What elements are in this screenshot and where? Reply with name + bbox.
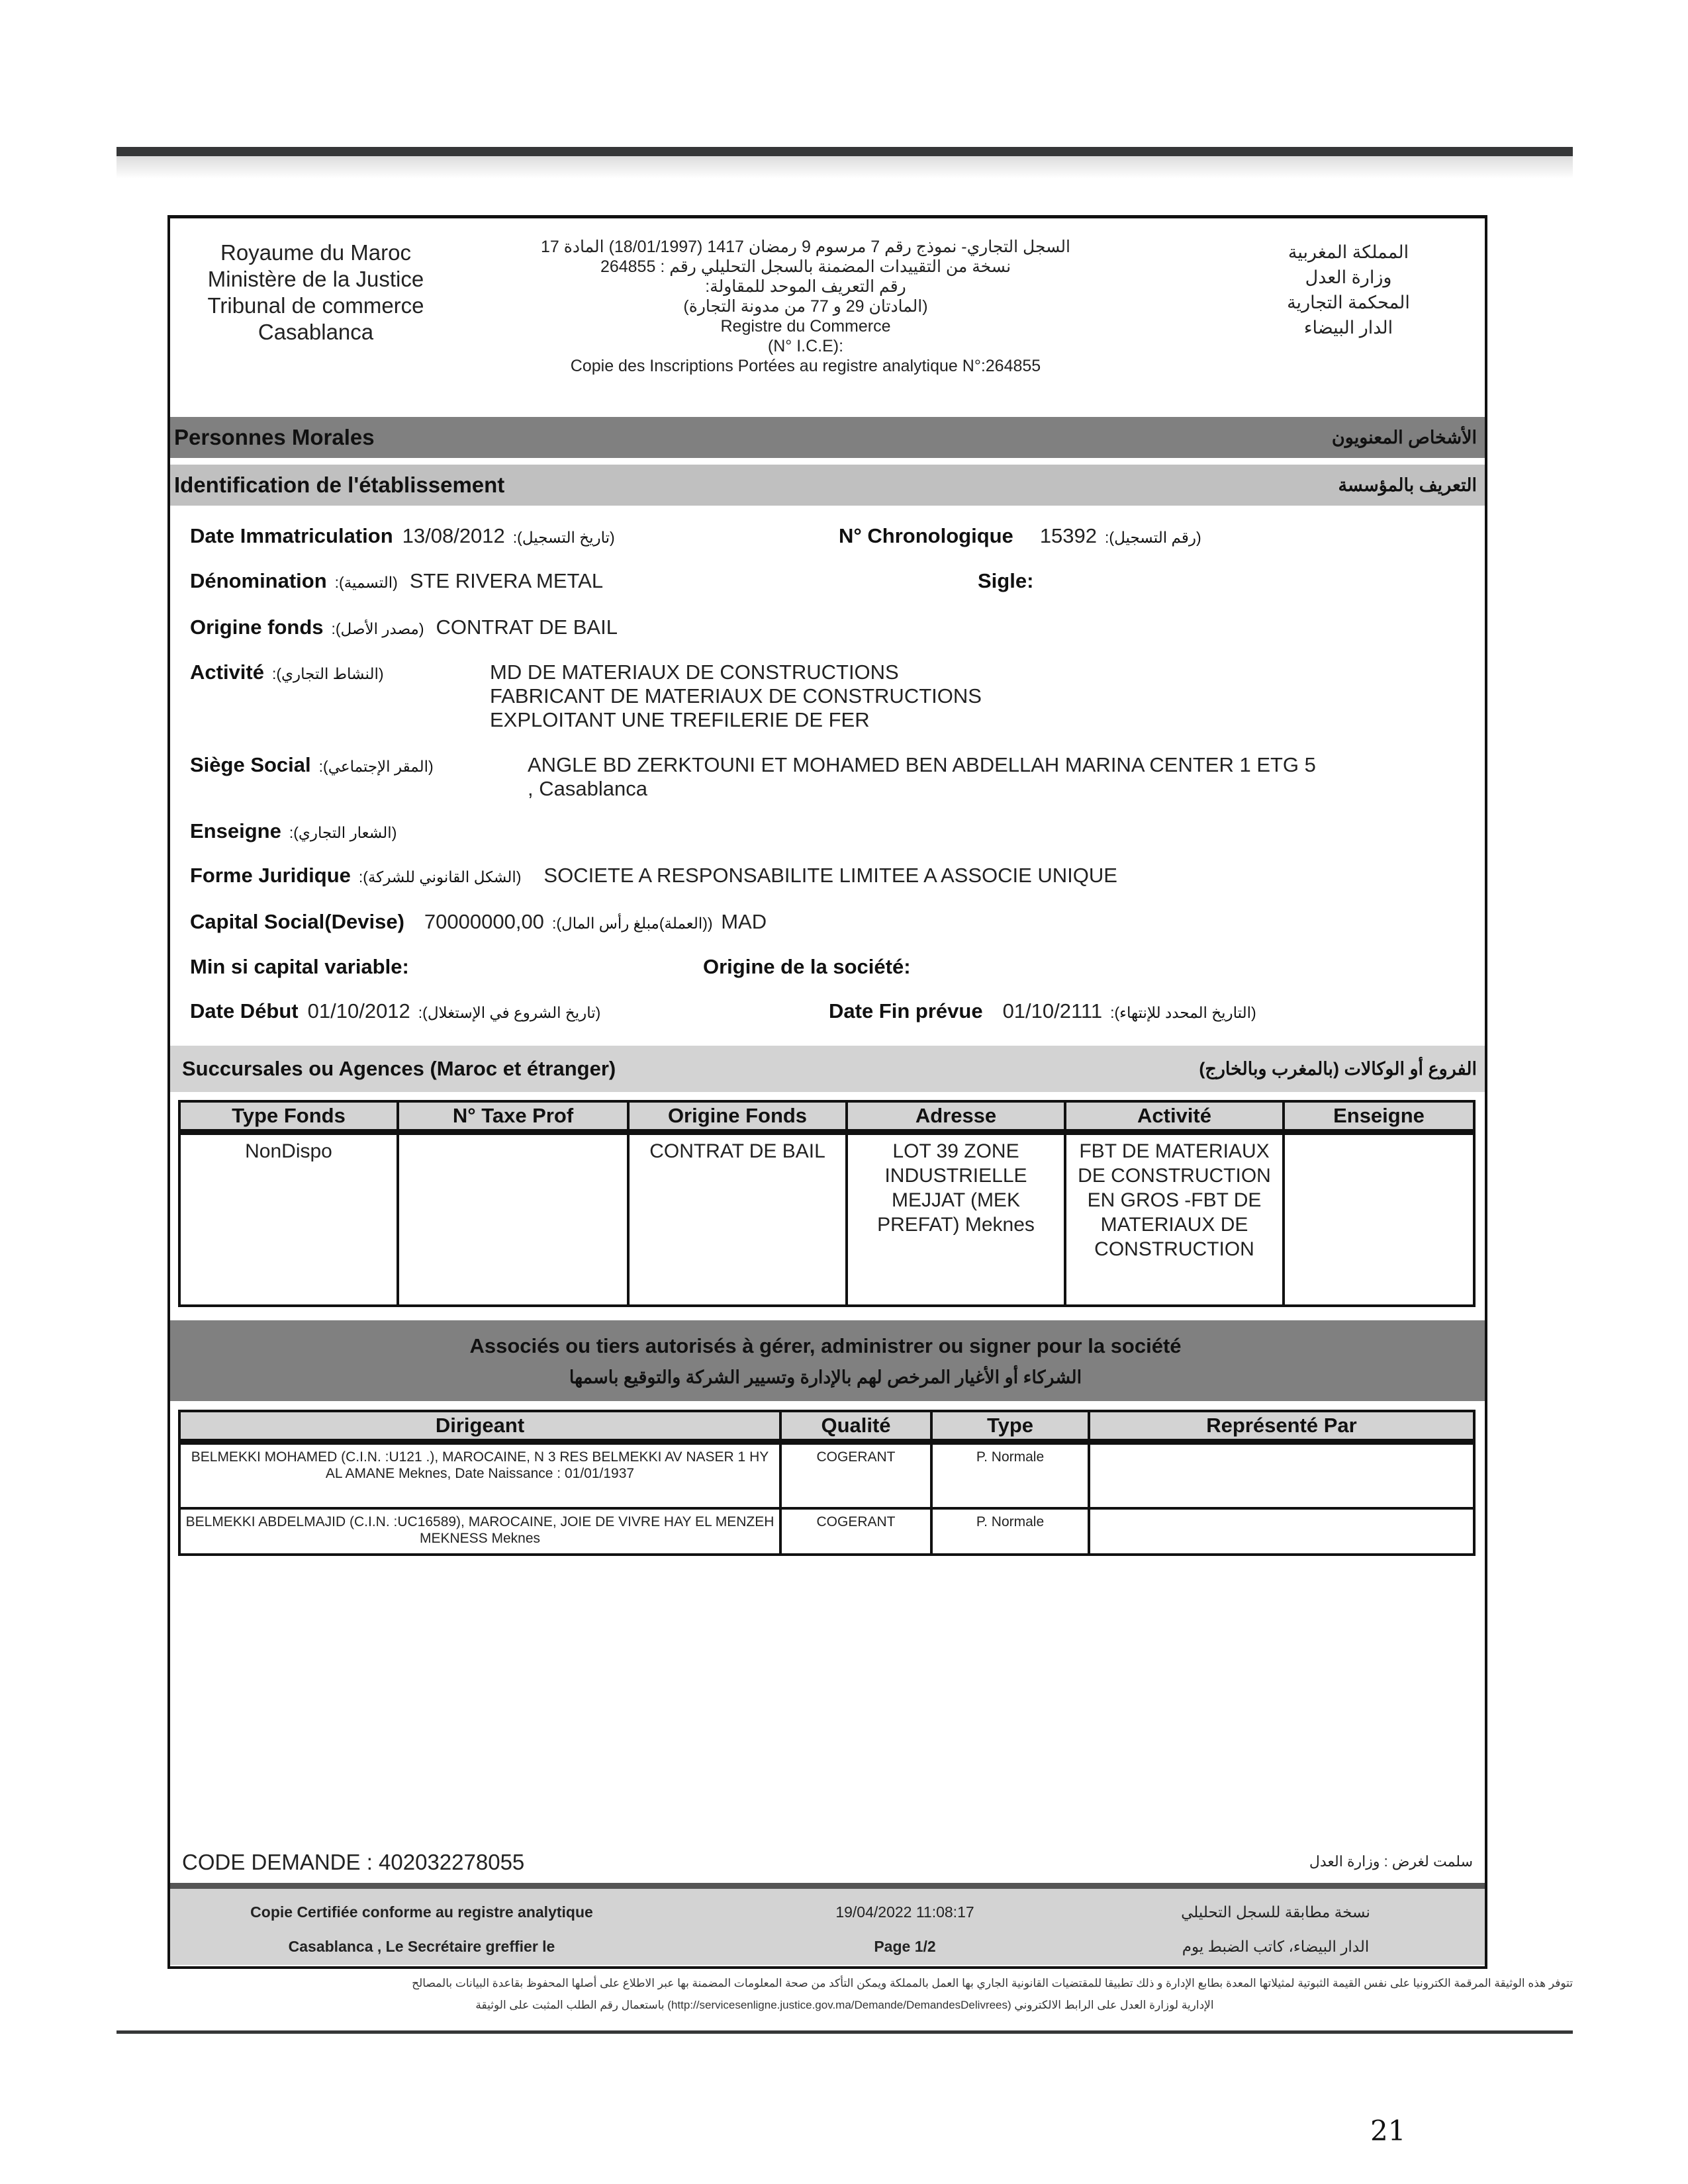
- table-row: [179, 1508, 1474, 1555]
- field-value: CONTRAT DE BAIL: [436, 615, 618, 639]
- section-title: Associés ou tiers autorisés à gérer, administrer ou signer pour la société: [469, 1334, 1182, 1357]
- cell-origine-fonds: CONTRAT DE BAIL: [628, 1132, 847, 1306]
- cell-type-fonds: NonDispo: [179, 1132, 398, 1306]
- field-origine-fonds: [190, 615, 618, 639]
- field-value: 01/10/2012: [307, 999, 410, 1023]
- tribunal-label-ar: المحكمة التجارية: [1287, 293, 1410, 312]
- field-label: Siège Social: [190, 753, 311, 776]
- page-number: 21: [1370, 2115, 1406, 2147]
- header-right: [1256, 240, 1441, 340]
- certification-datetime: 19/04/2022 11:08:17: [835, 1903, 974, 1921]
- field-label: Sigle:: [978, 569, 1034, 592]
- copy-reference-ar: نسخة من التقييدات المضمنة بالسجل التحليلي رقم : 264855: [600, 257, 1011, 276]
- col-taxe-prof: N° Taxe Prof: [398, 1101, 628, 1132]
- top-shade: [117, 156, 1573, 179]
- ministry-label-ar: وزارة العدل: [1305, 267, 1392, 287]
- col-origine-fonds: Origine Fonds: [628, 1101, 847, 1132]
- cell-type: P. Normale: [931, 1442, 1089, 1508]
- field-value: 01/10/2111: [1002, 999, 1103, 1023]
- field-forme-juridique: [190, 864, 1117, 887]
- field-label-ar: ((العملة)مبلغ رأس المال):: [551, 915, 713, 932]
- field-label: Dénomination: [190, 569, 327, 592]
- activite-values: [490, 660, 982, 732]
- field-label-ar: (التسمية):: [334, 574, 398, 591]
- col-type-fonds: Type Fonds: [179, 1101, 398, 1132]
- field-n-chronologique: [839, 524, 1204, 548]
- field-label-ar: (الشعار التجاري):: [289, 824, 397, 841]
- field-denomination: [190, 569, 603, 593]
- field-sigle: [978, 569, 1033, 593]
- section-title-ar: الفروع أو الوكالات (بالمغرب وبالخارج): [1199, 1058, 1477, 1079]
- field-label: Activité: [190, 660, 264, 684]
- siege-line: , Casablanca: [528, 777, 647, 800]
- activite-line: MD DE MATERIAUX DE CONSTRUCTIONS: [490, 660, 899, 684]
- field-value: STE RIVERA METAL: [409, 569, 604, 592]
- ice-label: (N° I.C.E):: [767, 337, 844, 355]
- field-label-ar: (رقم التسجيل):: [1105, 529, 1201, 546]
- col-enseigne: Enseigne: [1284, 1101, 1474, 1132]
- page-indicator: Page 1/2: [874, 1938, 936, 1955]
- copy-reference: Copie des Inscriptions Portées au registre analytique N°:264855: [570, 357, 1041, 375]
- header-center: [514, 237, 1097, 376]
- field-siege-social: [190, 753, 436, 777]
- cell-enseigne: [1284, 1132, 1474, 1306]
- section-succursales: [170, 1046, 1485, 1092]
- header-left: [170, 240, 461, 345]
- field-value: 70000000,00 MAD: [424, 910, 767, 933]
- field-enseigne: [190, 819, 399, 843]
- col-dirigeant: Dirigeant: [179, 1411, 780, 1442]
- code-demande: CODE DEMANDE : 402032278055: [182, 1850, 525, 1874]
- siege-social-values: [528, 753, 1316, 801]
- articles-reference: (المادتان 29 و 77 من مدونة التجارة): [683, 297, 928, 316]
- field-label: Forme Juridique: [190, 864, 351, 887]
- dirigeants-table: [178, 1410, 1476, 1556]
- cell-dirigeant: BELMEKKI MOHAMED (C.I.N. :U121 .), MAROCAINE, N 3 RES BELMEKKI AV NASER 1 HY AL AMANE Meknes, Date Naissance : 01/01/1937: [179, 1442, 780, 1508]
- section-personnes-morales: [170, 417, 1485, 458]
- activite-line: FABRICANT DE MATERIAUX DE CONSTRUCTIONS: [490, 684, 982, 707]
- section-title: Personnes Morales: [174, 425, 375, 449]
- field-value: SOCIETE A RESPONSABILITE LIMITEE A ASSOCIE UNIQUE: [543, 864, 1117, 887]
- cell-adresse: LOT 39 ZONE INDUSTRIELLE MEJJAT (MEK PREFAT) Meknes: [847, 1132, 1065, 1306]
- col-type: Type: [931, 1411, 1089, 1442]
- field-value: 15392: [1039, 524, 1098, 547]
- cell-represente-par: [1089, 1508, 1474, 1555]
- field-label: Capital Social(Devise): [190, 910, 404, 933]
- field-min-capital: [190, 955, 409, 979]
- field-label-ar: (التاريخ المحدد للإنتهاء):: [1110, 1004, 1256, 1021]
- cell-dirigeant: BELMEKKI ABDELMAJID (C.I.N. :UC16589), MAROCAINE, JOIE DE VIVRE HAY EL MENZEH MEKNESS Meknes: [179, 1508, 780, 1555]
- field-label-ar: (تاريخ التسجيل):: [512, 529, 615, 546]
- field-date-immatriculation: [190, 524, 618, 548]
- field-origine-societe: [703, 955, 911, 979]
- disclaimer-line: تتوفر هذه الوثيقة المرقمة الكترونيا على نفس القيمة الثبوتية لمثيلاتها المعدة بطابع الإدارة و ذلك تطبيقا للمقتضيات القانونية الجاري بها العمل بالمملكة ويمكن التأكد من صحة المعلومات المضمنة بها عبر الاطلاع على أصلها المحفوظ بقاعدة البيانات بالمصالح: [412, 1977, 1573, 1989]
- disclaimer-line: الإدارية لوزارة العدل على الرابط الالكتروني (http://servicesenligne.justice.gov.ma/Demande/DemandesDelivrees) باستعمال رقم الطلب المثبت على الوثيقة: [475, 1999, 1214, 2011]
- field-label: Enseigne: [190, 819, 281, 842]
- registre-title: Registre du Commerce: [720, 317, 891, 336]
- cell-taxe-prof: [398, 1132, 628, 1306]
- col-qualite: Qualité: [780, 1411, 931, 1442]
- ministry-label: Ministère de la Justice: [207, 267, 424, 291]
- tribunal-label: Tribunal de commerce: [207, 293, 424, 318]
- bottom-rule: [117, 2030, 1573, 2034]
- field-date-fin: [829, 999, 1259, 1023]
- field-label: Origine fonds: [190, 615, 324, 639]
- secretaire-greffier-ar: الدار البيضاء، كاتب الضبط يوم: [1182, 1938, 1370, 1955]
- table-header-row: [179, 1411, 1474, 1442]
- field-label: Date Début: [190, 999, 299, 1023]
- col-adresse: Adresse: [847, 1101, 1065, 1132]
- col-activite: Activité: [1065, 1101, 1284, 1132]
- field-label-ar: (المقر الإجتماعي):: [318, 758, 434, 775]
- city-label: Casablanca: [258, 320, 374, 344]
- field-value: 13/08/2012: [402, 524, 505, 547]
- field-label: Date Fin prévue: [829, 999, 983, 1023]
- cell-qualite: COGERANT: [780, 1442, 931, 1508]
- cell-qualite: COGERANT: [780, 1508, 931, 1555]
- ice-label-ar: رقم التعريف الموحد للمقاولة:: [705, 277, 906, 296]
- field-activite: [190, 660, 387, 684]
- disclaimer: [117, 1972, 1573, 2016]
- activite-line: EXPLOITANT UNE TREFILERIE DE FER: [490, 708, 870, 731]
- col-represente-par: Représenté Par: [1089, 1411, 1474, 1442]
- section-title: Succursales ou Agences (Maroc et étranger): [182, 1057, 616, 1080]
- section-title: Identification de l'établissement: [174, 473, 505, 497]
- field-label: Date Immatriculation: [190, 524, 393, 547]
- cell-represente-par: [1089, 1442, 1474, 1508]
- table-row: [179, 1132, 1474, 1306]
- kingdom-label: Royaume du Maroc: [220, 240, 411, 265]
- section-title-ar: التعريف بالمؤسسة: [1338, 475, 1477, 495]
- field-label-ar: (الشكل القانوني للشركة):: [358, 868, 522, 886]
- city-label-ar: الدار البيضاء: [1303, 318, 1393, 338]
- field-date-debut: [190, 999, 603, 1023]
- field-label: N° Chronologique: [839, 524, 1013, 547]
- registry-certificate: [167, 215, 1487, 1969]
- copie-certifiee: Copie Certifiée conforme au registre analytique: [250, 1903, 593, 1921]
- table-row: [179, 1442, 1474, 1508]
- field-label: Origine de la société:: [703, 955, 911, 978]
- copie-certifiee-ar: نسخة مطابقة للسجل التحليلي: [1181, 1903, 1370, 1921]
- top-rule: [117, 147, 1573, 156]
- succursales-table: [178, 1100, 1476, 1307]
- section-title-ar: الشركاء أو الأغيار المرخص لهم بالإدارة وتسيير الشركة والتوقيع باسمها: [569, 1367, 1082, 1387]
- cell-activite: FBT DE MATERIAUX DE CONSTRUCTION EN GROS -FBT DE MATERIAUX DE CONSTRUCTION: [1065, 1132, 1284, 1306]
- code-demande-ar: سلمت لغرض : وزارة العدل: [1309, 1853, 1473, 1870]
- table-header-row: [179, 1101, 1474, 1132]
- field-label: Min si capital variable:: [190, 955, 409, 978]
- field-label-ar: (تاريخ الشروع في الإستغلال):: [418, 1004, 601, 1021]
- field-label-ar: (مصدر الأصل):: [331, 620, 424, 637]
- siege-line: ANGLE BD ZERKTOUNI ET MOHAMED BEN ABDELLAH MARINA CENTER 1 ETG 5: [528, 753, 1316, 776]
- kingdom-label-ar: المملكة المغربية: [1288, 242, 1409, 262]
- section-title-ar: الأشخاص المعنويون: [1331, 427, 1477, 447]
- field-label-ar: (النشاط التجاري):: [271, 665, 384, 682]
- secretaire-greffier: Casablanca , Le Secrétaire greffier le: [288, 1938, 555, 1955]
- certification-footer: [170, 1883, 1485, 1965]
- section-identification: [170, 465, 1485, 506]
- field-capital-social: [190, 910, 767, 934]
- section-associes: [170, 1320, 1485, 1401]
- cell-type: P. Normale: [931, 1508, 1089, 1555]
- decree-reference: السجل التجاري- نموذج رقم 7 مرسوم 9 رمضان 1417 (18/01/1997) المادة 17: [541, 238, 1070, 256]
